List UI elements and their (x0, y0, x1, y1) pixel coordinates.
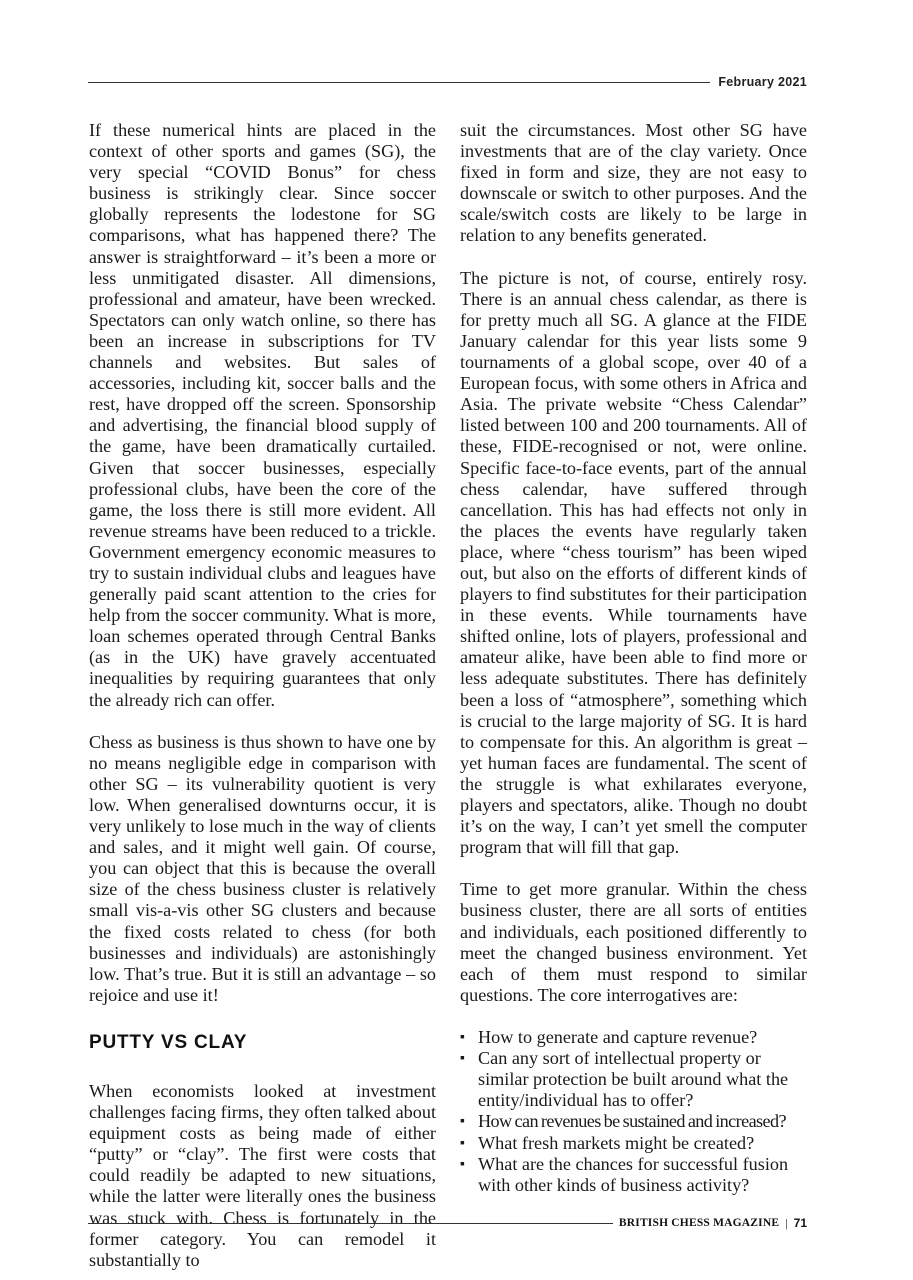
issue-date: February 2021 (718, 75, 807, 89)
footer-rule (88, 1223, 613, 1224)
list-item: ▪ Can any sort of intellectual property or similar protection be built around what the entity/individual has to offer? (460, 1048, 807, 1111)
paragraph: Time to get more granular. Within the chess business cluster, there are all sorts of entities and individuals, each positioned differently to meet the changed business environment. Yet each of them must respond to similar questions. The core interrogatives are: (460, 879, 807, 1005)
header-rule (88, 82, 710, 83)
paragraph: When economists looked at investment challenges facing firms, they often talked about equipment costs as being made of either “putty” or “clay”. The first were costs that could readily be adapted to new situations, while the latter were literally ones the business was stuck with. Chess is fortunately in the former category. You can remodel it substantially to (89, 1080, 436, 1270)
list-item: ▪ How to generate and capture revenue? (460, 1027, 807, 1048)
page-footer (88, 1214, 807, 1232)
left-column (89, 120, 436, 1271)
paragraph: Chess as business is thus shown to have one by no means negligible edge in comparison with other SG – its vulnerability quotient is very low. When generalised downturns occur, it is very unlikely to lose much in the way of clients and sales, and it might well gain. Of course, you can object that this is because the overall size of the chess business cluster is relatively small vis-a-vis other SG clusters and because the fixed costs related to chess (for both businesses and individuals) are astonishingly low. That’s true. But it is still an advantage – so rejoice and use it! (89, 731, 436, 1005)
paragraph: The picture is not, of course, entirely rosy. There is an annual chess calendar, as there is for pretty much all SG. A glance at the FIDE January calendar for this year lists some 9 tournaments of a global scope, over 40 of a European focus, with some others in Africa and Asia. The private website “Chess Calendar” listed between 100 and 200 tournaments. All of these, FIDE-recognised or not, were online. Specific face-to-face events, part of the annual chess calendar, have suffered through cancellation. This has had effects not only in the places the events have regularly taken place, where “chess tourism” has been wiped out, but also on the efforts of different kinds of players to find substitutes for their participation in these events. While tournaments have shifted online, lots of players, professional and amateur alike, have been able to find more or less adequate substitutes. There has definitely been a loss of “atmosphere”, something which is crucial to the large majority of SG. It is hard to compensate for this. An algorithm is great – yet human faces are fundamental. The scent of the struggle is what exhilarates everyone, players and spectators, alike. Though no doubt it’s on the way, I can’t yet smell the computer program that will fill that gap. (460, 267, 807, 858)
list-item: ▪ What fresh markets might be created? (460, 1133, 807, 1154)
list-item: ▪ How can revenues be sustained and increased? (460, 1111, 807, 1132)
section-heading: PUTTY VS CLAY (89, 1031, 248, 1053)
list-item: ▪ What are the chances for successful fusion with other kinds of business activity? (460, 1154, 807, 1196)
magazine-name: BRITISH CHESS MAGAZINE (618, 1217, 780, 1229)
page-number: 71 (793, 1216, 807, 1230)
bullet-list (460, 1027, 807, 1196)
paragraph: suit the circumstances. Most other SG have investments that are of the clay variety. Once fixed in form and size, they are not easy to downscale or switch to other purposes. And the scale/switch costs are likely to be large in relation to any benefits generated. (460, 120, 807, 246)
paragraph: If these numerical hints are placed in the context of other sports and games (SG), the very special “COVID Bonus” for chess business is strikingly clear. Since soccer globally represents the lodestone for SG comparisons, what has happened there? The answer is straightforward – it’s been a more or less unmitigated disaster. All dimensions, professional and amateur, have been wrecked. Spectators can only watch online, so there has been an increase in subscriptions for TV channels and websites. But sales of accessories, including kit, soccer balls and the rest, have dropped off the screen. Sponsorship and advertising, the financial blood supply of the game, have been dramatically curtailed. Given that soccer businesses, especially professional clubs, have been the core of the game, the loss there is still more evident. All revenue streams have been reduced to a trickle. Government emergency economic measures to try to sustain individual clubs and leagues have generally paid scant attention to the cries for help from the soccer community. What is more, loan schemes operated through Central Banks (as in the UK) have gravely accentuated inequalities by requiring guarantees that only the already rich can offer. (89, 120, 436, 710)
right-column (460, 120, 807, 1196)
page-header (88, 72, 807, 92)
footer-separator: | (785, 1215, 788, 1230)
